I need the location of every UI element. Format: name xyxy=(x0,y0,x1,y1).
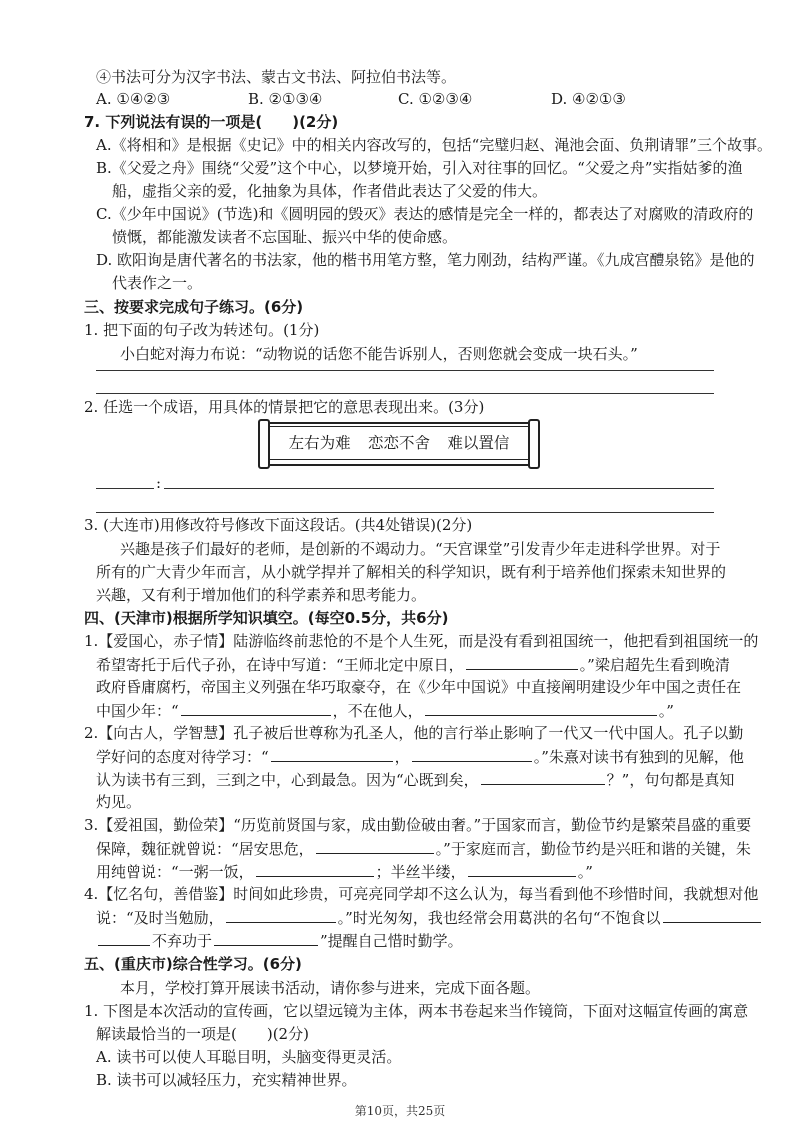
q6-item-4: ④书法可分为汉字书法、蒙古文书法、阿拉伯书法等。 xyxy=(96,68,457,86)
section-5-heading: 五、(重庆市)综合性学习。(6分) xyxy=(84,955,302,973)
s3-q3-para-line2: 所有的广大青少年而言，从小就学捍并了解相关的科学知识，既有利于培养他们探索未知世界的 xyxy=(96,563,727,581)
answer-line[interactable] xyxy=(96,370,714,371)
s4-q2-line3: 认为读书有三到，三到之中，心到最急。因为“心既到矣， ？”，句句都是真知 xyxy=(96,768,734,790)
fill-blank[interactable] xyxy=(271,745,393,762)
s4-q1-line3: 政府昏庸腐朽，帝国主义列强在华巧取豪夺，在《少年中国说》中直接阐明建设少年中国之责任在 xyxy=(96,678,742,696)
fill-blank[interactable] xyxy=(181,699,331,716)
q7-option-a: A.《将相和》是根据《史记》中的相关内容改写的，包括“完璧归赵、渑池会面、负荆请罪”三个故事。 xyxy=(96,136,772,154)
idiom-scroll-box xyxy=(258,422,540,464)
section-3-heading: 三、按要求完成句子练习。(6分) xyxy=(84,298,304,316)
fill-blank[interactable] xyxy=(466,653,578,670)
q7-option-b-line2: 船，虚指父亲的爱，化抽象为具体，作者借此表达了父爱的伟大。 xyxy=(112,182,548,200)
q7-option-d-line2: 代表作之一。 xyxy=(112,274,203,292)
page-number-footer: 第10页，共25页 xyxy=(354,1104,446,1118)
s4-q2-line1: 2.【向古人，学智慧】孔子被后世尊称为孔圣人，他的言行举止影响了一代又一代中国人。孔子以勤 xyxy=(84,724,744,742)
s4-q1-line4: 中国少年：“ ，不在他人， 。” xyxy=(96,699,674,721)
s4-q3-line3: 用纯曾说：“一粥一饭， ；半丝半缕， 。” xyxy=(96,860,593,882)
fill-blank[interactable] xyxy=(226,906,336,923)
s3-q1-sentence: 小白蛇对海力布说：“动物说的话您不能告诉别人，否则您就会变成一块石头。” xyxy=(120,345,638,363)
section-4-heading: 四、(天津市)根据所学知识填空。(每空0.5分，共6分) xyxy=(84,609,449,627)
s3-q3-para-line1: 兴趣是孩子们最好的老师，是创新的不竭动力。“天宫课堂”引发青少年走进科学世界。对于 xyxy=(120,540,721,558)
s3-q3-stem: 3. (大连市)用修改符号修改下面这段话。(共4处错误)(2分) xyxy=(84,516,473,534)
s3-q2-stem: 2. 任选一个成语，用具体的情景把它的意思表现出来。(3分) xyxy=(84,398,485,416)
s4-q2-line4: 灼见。 xyxy=(96,793,142,811)
fill-blank[interactable] xyxy=(256,860,374,877)
q6-option-d: D. ④②①③ xyxy=(551,90,626,108)
fill-blank[interactable] xyxy=(425,699,657,716)
q7-option-b-line1: B.《父爱之舟》围绕“父爱”这个中心，以梦境开始，引入对往事的回忆。“父爱之舟”实指姑爹的渔 xyxy=(96,159,743,177)
fill-blank[interactable] xyxy=(468,860,576,877)
q7-option-c-line2: 愤慨，都能激发读者不忘国耻、振兴中华的使命感。 xyxy=(112,228,458,246)
q7-stem: 7. 下列说法有误的一项是( )(2分) xyxy=(84,113,339,131)
q7-option-c-line1: C.《少年中国说》(节选)和《圆明园的毁灭》表达的感情是完全一样的，都表达了对腐败的清政府的 xyxy=(96,205,754,223)
fill-blank[interactable] xyxy=(481,768,605,785)
fill-blank[interactable] xyxy=(214,929,318,946)
fill-blank[interactable] xyxy=(412,745,532,762)
s4-q4-line2: 说：“及时当勉励， 。”时光匆匆，我也经常会用葛洪的名句“不饱食以 xyxy=(96,906,763,928)
q6-option-b: B. ②①③④ xyxy=(248,90,323,108)
fill-blank[interactable] xyxy=(98,929,150,946)
s4-q2-line2: 学好问的态度对待学习：“ ， 。”朱熹对读书有独到的见解，他 xyxy=(96,745,744,767)
s3-q3-para-line3: 兴趣，又有利于增加他们的科学素养和思考能力。 xyxy=(96,586,427,604)
fill-blank[interactable] xyxy=(316,837,434,854)
q6-option-a: A. ①④②③ xyxy=(96,90,171,108)
s4-q4-line3: 不弃功于 ”提醒自己惜时勤学。 xyxy=(96,929,463,951)
s5-intro: 本月，学校打算开展读书活动，请你参与进来，完成下面各题。 xyxy=(120,979,541,997)
colon-mark: : xyxy=(156,474,162,492)
s5-q1-line2: 解读最恰当的一项是( )(2分) xyxy=(96,1025,309,1043)
idiom-2: 恋恋不舍 xyxy=(367,434,430,452)
idiom-3: 难以置信 xyxy=(447,434,510,452)
s4-q3-line2: 保障，魏征就曾说：“居安思危， 。”于家庭而言，勤俭节约是兴旺和谐的关键，朱 xyxy=(96,837,751,859)
q7-option-d-line1: D. 欧阳询是唐代著名的书法家，他的楷书用笔方整，笔力刚劲，结构严谨。《九成宫醴泉铭》是他的 xyxy=(96,251,755,269)
idiom-1: 左右为难 xyxy=(288,434,351,452)
s4-q4-line1: 4.【忆名句，善借鉴】时间如此珍贵，可亮亮同学却不这么认为，每当看到他不珍惜时间，我就想对他 xyxy=(84,885,759,903)
s5-q1-option-b: B. 读书可以减轻压力，充实精神世界。 xyxy=(96,1071,357,1089)
answer-line[interactable] xyxy=(164,488,714,489)
q6-option-c: C. ①②③④ xyxy=(398,90,473,108)
s4-q1-line2: 希望寄托于后代子孙，在诗中写道：“王师北定中原日， 。”梁启超先生看到晚清 xyxy=(96,653,730,675)
fill-blank[interactable] xyxy=(663,906,761,923)
answer-line[interactable] xyxy=(96,512,714,513)
s4-q3-line1: 3.【爱祖国，勤俭荣】“历览前贤国与家，成由勤俭破由奢。”于国家而言，勤俭节约是繁荣昌盛的重要 xyxy=(84,816,752,834)
idiom-choice-line[interactable] xyxy=(96,488,154,489)
answer-line[interactable] xyxy=(96,393,714,394)
s4-q1-line1: 1.【爱国心，赤子情】陆游临终前悲怆的不是个人生死，而是没有看到祖国统一，他把看到祖国统一的 xyxy=(84,632,759,650)
s5-q1-option-a: A. 读书可以使人耳聪目明，头脑变得更灵活。 xyxy=(96,1048,402,1066)
s5-q1-line1: 1. 下图是本次活动的宣传画，它以望远镜为主体，两本书卷起来当作镜筒，下面对这幅宣传画的寓意 xyxy=(84,1002,749,1020)
s3-q1-stem: 1. 把下面的句子改为转述句。(1分) xyxy=(84,321,320,339)
